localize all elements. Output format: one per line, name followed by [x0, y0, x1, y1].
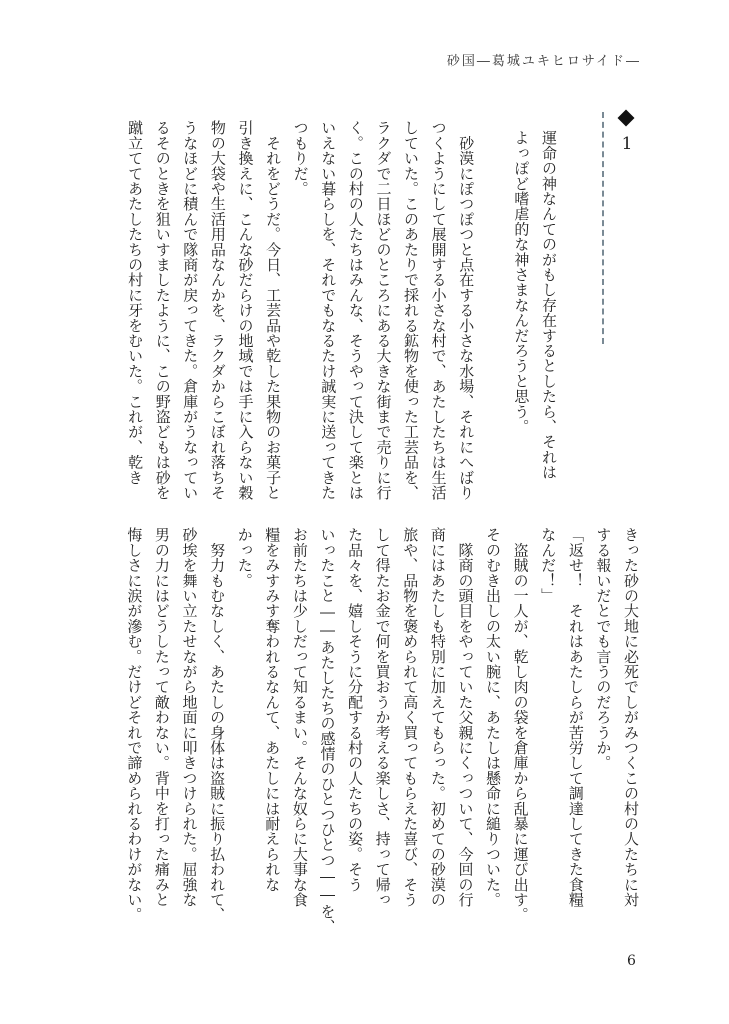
text-line: 旅や、品物を褒められて高く買ってもらえた喜び、そう — [401, 527, 420, 907]
text-line: いったこと――あたしたちの感情のひとつひとつ――を、 — [318, 527, 337, 935]
chapter-number: 1 — [621, 134, 633, 154]
text-line: なんだ！」 — [539, 527, 558, 603]
text-line: た品々を、嬉しそうに分配する村の人たちの姿。そう — [346, 527, 365, 892]
page-number: 6 — [627, 953, 636, 969]
text-line: していた。このあたりで採れる鉱物を使った工芸品を、 — [402, 120, 421, 500]
text-line: 糧をみすみす奪われるなんて、あたしには耐えられな — [263, 527, 282, 892]
text-line: 蹴立ててあたしたちの村に牙をむいた。これが、乾き — [126, 120, 145, 485]
text-line: 砂漠にぽつぽつと点在する小さな水場、それにへばり — [457, 120, 476, 500]
text-line: 男の力にはどうしたって敵わない。背中を打った痛みと — [152, 527, 171, 907]
chapter-dashed-rule — [602, 112, 604, 344]
text-line: るそのときを狙いすましたように、この野盗どもは砂を — [153, 120, 172, 500]
text-line: きった砂の大地に必死でしがみつくこの村の人たちに対 — [622, 527, 640, 907]
text-line: する報いだとでも言うのだろうか。 — [594, 527, 613, 771]
blank-line — [479, 120, 507, 500]
text-line: 引き換えに、こんな砂だらけの地域では手に入らない穀 — [236, 120, 255, 500]
body-text-bottom — [120, 527, 644, 935]
text-line: ラクダで二日ほどのところにある大きな街まで売りに行 — [374, 120, 393, 500]
text-line: 物の大袋や生活用品なんかを、ラクダからこぼれ落ちそ — [208, 120, 227, 500]
text-line: して得たお金で何を買おうか考える楽しさ、持って帰っ — [373, 527, 392, 907]
text-line: 砂埃を舞い立たせながら地面に叩きつけられた。屈強な — [180, 527, 199, 907]
text-line: つくようにして展開する小さな村で、あたしたちは生活 — [429, 120, 448, 500]
text-line: 運命の神なんてのがもし存在するとしたら、それは — [540, 130, 558, 480]
text-line: よっぽど嗜虐的な神さまなんだろうと思う。 — [512, 130, 531, 434]
text-line: 盗賊の一人が、乾し肉の袋を倉庫から乱暴に運び出す。 — [511, 527, 530, 923]
text-line: うなほどに積んで隊商が戻ってきた。倉庫がうなってい — [181, 120, 200, 500]
text-line: 努力もむなしく、あたしの身体は盗賊に振り払われて、 — [208, 527, 227, 923]
running-title: 砂国―葛城ユキヒロサイド― — [446, 54, 641, 69]
text-line: そのむき出しの太い腕に、あたしは懸命に縋りついた。 — [484, 527, 503, 907]
text-line: 商にはあたしも特別に加えてもらった。初めての砂漠の — [428, 527, 447, 907]
text-line: く。この村の人たちはみんな、そうやって決して楽とは — [346, 120, 365, 500]
text-line: いえない暮らしを、それでもなるたけ誠実に送ってきた — [319, 120, 338, 500]
body-text-top — [121, 120, 563, 500]
text-line: つもりだ。 — [291, 120, 310, 196]
text-line: かった。 — [235, 527, 254, 588]
text-line: お前たちは少しだって知るまい。そんな奴らに大事な食 — [290, 527, 309, 907]
text-line: それをどうだ。今日、工芸品や乾した果物のお菓子と — [264, 120, 283, 500]
text-line: 「返せ！ それはあたしらが苦労して調達してきた食糧 — [566, 527, 585, 907]
chapter-diamond-icon — [618, 110, 635, 127]
text-line: 悔しさに涙が滲む。だけどそれで諦められるわけがない。 — [125, 527, 144, 923]
text-line: 隊商の頭目をやっていた父親にくっついて、今回の行 — [456, 527, 475, 907]
